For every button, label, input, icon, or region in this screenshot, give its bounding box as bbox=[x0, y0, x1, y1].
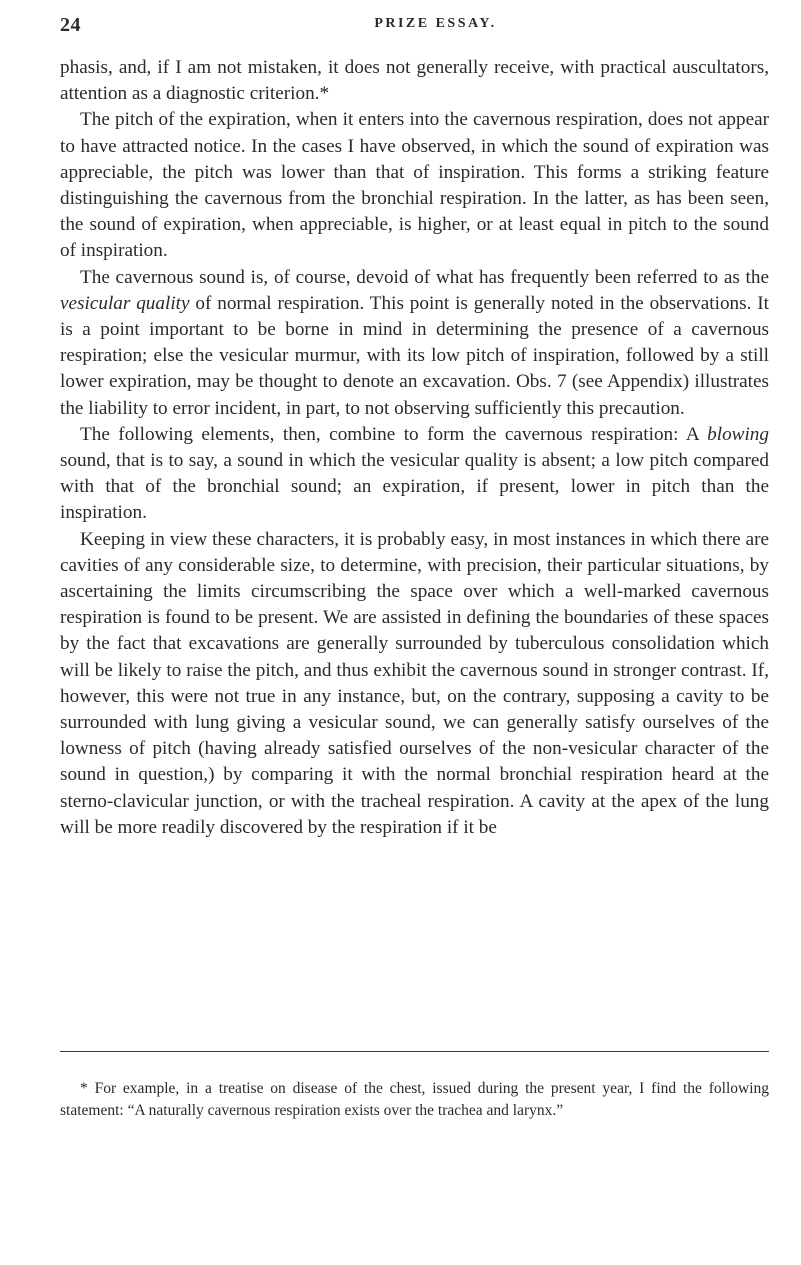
paragraph-text: The cavernous sound is, of course, devoid of what has frequently been referred to as the bbox=[80, 266, 769, 288]
paragraph bbox=[60, 422, 769, 527]
paragraph-text: phasis, and, if I am not mistaken, it does not generally receive, with practical auscultators, attention as a diagnostic criterion.* bbox=[60, 57, 769, 105]
footnote-text: * For example, in a treatise on disease of the chest, issued during the present year, I find the following statement: “A naturally cavernous respiration exists over the trachea and larynx.” bbox=[60, 1080, 769, 1119]
paragraph-text: The pitch of the expiration, when it enters into the cavernous respiration, does not appear to have attracted notice. In the cases I have observed, in which the sound of expiration was appreciable, the pitch was lower than that of inspiration. This forms a striking feature distinguishing the cavernous from the bronchial respiration. In the latter, as has been seen, the sound of expiration, when appreciable, is higher, or at least equal in pitch to the sound of inspiration. bbox=[60, 109, 769, 262]
body-text bbox=[60, 55, 769, 841]
italic-text: blowing bbox=[707, 423, 769, 445]
footnote bbox=[60, 1078, 769, 1122]
running-head: PRIZE ESSAY. bbox=[374, 16, 497, 31]
paragraph bbox=[60, 527, 769, 841]
paragraph bbox=[60, 265, 769, 422]
italic-text: vesicular quality bbox=[60, 292, 190, 314]
footnote-divider bbox=[60, 1051, 769, 1052]
paragraph-text: sound, that is to say, a sound in which the vesicular quality is absent; a low pitch compared with that of the bronchial sound; an expiration, if present, lower in pitch than the inspiration. bbox=[60, 450, 769, 524]
paragraph-text: Keeping in view these characters, it is probably easy, in most instances in which there are cavities of any considerable size, to determine, with precision, their particular situations, by ascertaining the limits circumscribing the space over which a well-marked cavernous respiration is found to be present. We are assisted in defining the boundaries of these spaces by the fact that excavations are generally surrounded by tuberculous consolidation which will be likely to raise the pitch, and thus exhibit the cavernous sound in stronger contrast. If, however, this were not true in any instance, but, on the contrary, supposing a cavity to be surrounded with lung giving a vesicular sound, we can generally satisfy ourselves of the lowness of pitch (having already satisfied ourselves of the non-vesicular character of the sound in question,) by comparing it with the normal bronchial respiration heard at the sterno-clavicular junction, or with the tracheal respiration. A cavity at the apex of the lung will be more readily discovered by the respiration if it be bbox=[60, 528, 769, 838]
paragraph-text: of normal respiration. This point is generally noted in the observations. It is a point important to be borne in mind in determining the presence of a cavernous respiration; else the vesicular murmur, with its low pitch of inspiration, followed by a still lower expiration, may be thought to denote an excavation. Obs. 7 (see Appendix) illustrates the liability to error incident, in part, to not observing sufficiently this precaution. bbox=[60, 292, 769, 419]
paragraph bbox=[60, 55, 769, 107]
paragraph bbox=[60, 107, 769, 264]
page-number: 24 bbox=[60, 14, 81, 36]
paragraph-text: The following elements, then, combine to form the cavernous respiration: A bbox=[80, 423, 708, 445]
page-header bbox=[60, 14, 771, 42]
